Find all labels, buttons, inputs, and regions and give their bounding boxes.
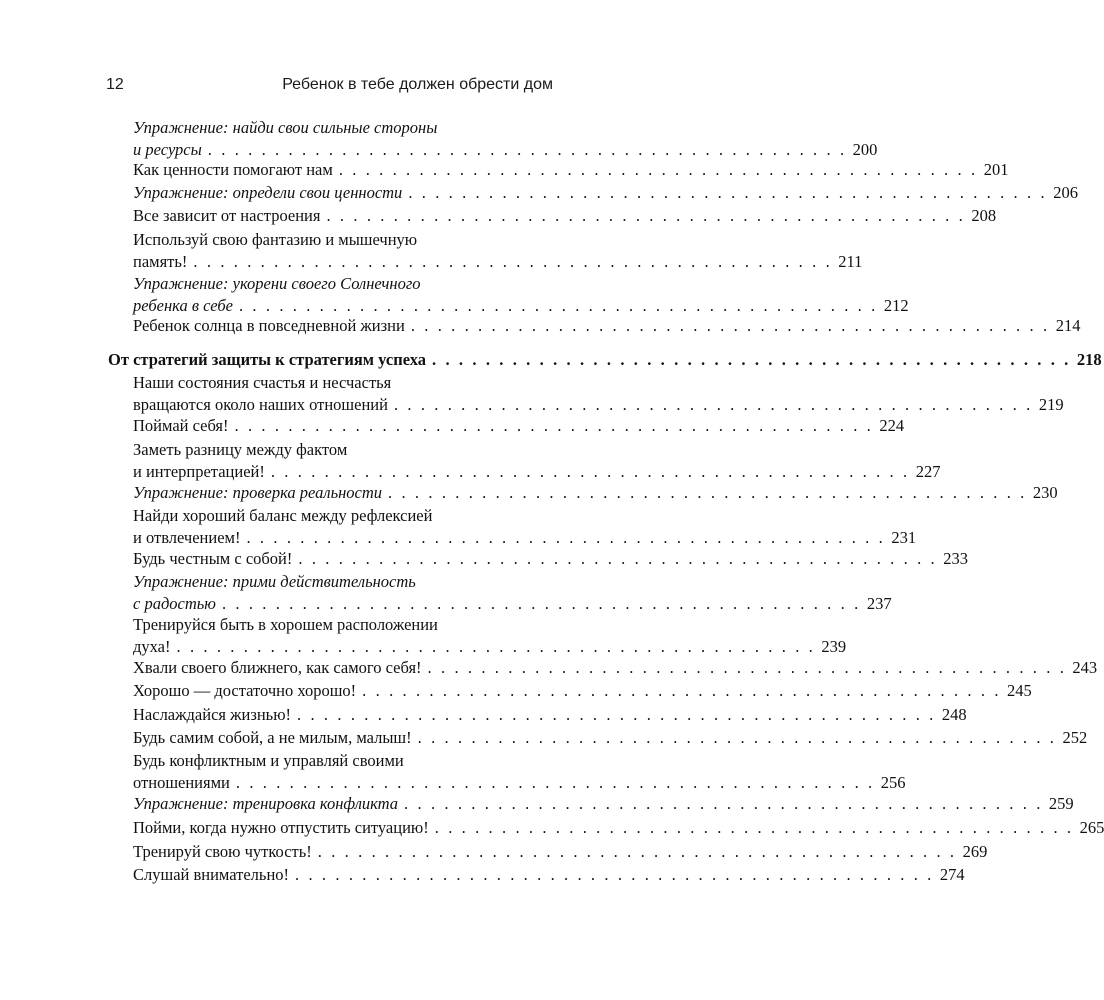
- toc-entry-title: духа!: [133, 637, 171, 656]
- toc-entry: [133, 841, 988, 863]
- toc-entry: [133, 817, 1104, 839]
- toc-entry: [133, 372, 1064, 416]
- toc-entry: [133, 614, 847, 658]
- dot-leader: . . . . . . . . . . . . . . . . . . . . . . . . . . . . . . . . . . . . . . . . . . . . . . . .: [298, 549, 938, 568]
- toc-page-number: 259: [1048, 794, 1074, 813]
- dot-leader: . . . . . . . . . . . . . . . . . . . . . . . . . . . . . . . . . . . . . . . . . . . . . . . .: [393, 395, 1033, 414]
- dot-leader: . . . . . . . . . . . . . . . . . . . . . . . . . . . . . . . . . . . . . . . . . . . . . . . .: [221, 594, 861, 613]
- toc-entry-title: Будь честным с собой!: [133, 549, 293, 568]
- toc-page-number: 201: [983, 160, 1009, 179]
- toc-entry-title: Наслаждайся жизнью!: [133, 705, 292, 724]
- toc-entry-title: Упражнение: тренировка конфликта: [133, 794, 399, 813]
- toc-page-number: 233: [943, 549, 968, 568]
- toc-entry: [133, 182, 1078, 204]
- toc-entry-title-line1: Упражнение: укорени своего Солнечного: [133, 274, 421, 293]
- toc-entry: [133, 482, 1058, 504]
- dot-leader: . . . . . . . . . . . . . . . . . . . . . . . . . . . . . . . . . . . . . . . . . . . . . . . .: [234, 416, 874, 435]
- page-header: [0, 76, 619, 100]
- toc-page-number: 200: [852, 140, 878, 159]
- toc-entry: [133, 680, 1032, 702]
- toc-entry-title: память!: [133, 252, 188, 271]
- page-number: 12: [106, 76, 124, 93]
- toc-entry: [133, 657, 1098, 679]
- toc-page-number: 211: [838, 252, 863, 271]
- toc-entry: [133, 273, 909, 317]
- toc-entry: [133, 793, 1074, 815]
- toc-entry: [133, 571, 892, 615]
- toc-page-number: 227: [915, 462, 941, 481]
- toc-entry-title: Пойми, когда нужно отпустить ситуацию!: [133, 818, 429, 837]
- dot-leader: . . . . . . . . . . . . . . . . . . . . . . . . . . . . . . . . . . . . . . . . . . . . . . . .: [417, 728, 1057, 747]
- toc-page-number: 214: [1055, 316, 1081, 335]
- toc-entry: [133, 704, 967, 726]
- toc-entry: [133, 205, 997, 227]
- toc-chapter-entry: [108, 349, 1102, 371]
- toc-page-number: 212: [883, 296, 909, 315]
- dot-leader: . . . . . . . . . . . . . . . . . . . . . . . . . . . . . . . . . . . . . . . . . . . . . . . .: [410, 316, 1050, 335]
- dot-leader: . . . . . . . . . . . . . . . . . . . . . . . . . . . . . . . . . . . . . . . . . . . . . . . .: [207, 140, 847, 159]
- dot-leader: . . . . . . . . . . . . . . . . . . . . . . . . . . . . . . . . . . . . . . . . . . . . . . . .: [235, 773, 875, 792]
- toc-entry-title-line1: Заметь разницу между фактом: [133, 440, 348, 459]
- dot-leader: . . . . . . . . . . . . . . . . . . . . . . . . . . . . . . . . . . . . . . . . . . . . . . . .: [270, 462, 910, 481]
- toc-entry-title: и отвлечением!: [133, 528, 241, 547]
- toc-entry-title: Все зависит от настроения: [133, 206, 321, 225]
- toc-page-number: 252: [1062, 728, 1088, 747]
- toc-entry-title-line1: Упражнение: найди свои сильные стороны: [133, 118, 438, 137]
- toc-chapter-title: От стратегий защиты к стратегиям успеха: [108, 350, 427, 369]
- dot-leader: . . . . . . . . . . . . . . . . . . . . . . . . . . . . . . . . . . . . . . . . . . . . . . . .: [388, 483, 1027, 502]
- toc-entry: [133, 750, 906, 794]
- toc-entry-title: Тренируй свою чуткость!: [133, 842, 312, 861]
- toc-entry-title-line1: Используй свою фантазию и мышечную: [133, 230, 418, 249]
- dot-leader: . . . . . . . . . . . . . . . . . . . . . . . . . . . . . . . . . . . . . . . . . . . . . . . .: [193, 252, 833, 271]
- toc-entry-title: с радостью: [133, 594, 216, 613]
- dot-leader: . . . . . . . . . . . . . . . . . . . . . . . . . . . . . . . . . . . . . . . . . . . . . . . .: [317, 842, 957, 861]
- toc-entry: [133, 229, 863, 273]
- toc-entry-title: Хвали своего ближнего, как самого себя!: [133, 658, 422, 677]
- toc-entry-title: Упражнение: определи свои ценности: [133, 183, 403, 202]
- toc-entry-title: и интерпретацией!: [133, 462, 265, 481]
- toc-entry: [133, 439, 941, 483]
- toc-page-number: 230: [1032, 483, 1058, 502]
- toc-page-number: 219: [1038, 395, 1064, 414]
- toc-entry-title: вращаются около наших отношений: [133, 395, 388, 414]
- toc-page-number: 274: [939, 865, 965, 884]
- toc-page-number: 231: [891, 528, 917, 547]
- toc-entry-title: Поймай себя!: [133, 416, 229, 435]
- toc-page-number: 245: [1007, 681, 1032, 700]
- toc-page-number: 243: [1072, 658, 1098, 677]
- toc-page-number: 269: [962, 842, 988, 861]
- toc-entry: [133, 505, 917, 549]
- toc-page-number: 256: [880, 773, 906, 792]
- dot-leader: . . . . . . . . . . . . . . . . . . . . . . . . . . . . . . . . . . . . . . . . . . . . . . . .: [338, 160, 978, 179]
- toc-entry-title: Будь самим собой, а не милым, малыш!: [133, 728, 412, 747]
- toc-entry: [133, 117, 878, 161]
- dot-leader: . . . . . . . . . . . . . . . . . . . . . . . . . . . . . . . . . . . . . . . . . . . . . . . .: [238, 296, 878, 315]
- toc-entry-title: Как ценности помогают нам: [133, 160, 333, 179]
- toc-entry: [133, 159, 1009, 181]
- dot-leader: . . . . . . . . . . . . . . . . . . . . . . . . . . . . . . . . . . . . . . . . . . . . . . . .: [427, 658, 1067, 677]
- toc-page-number: 248: [941, 705, 967, 724]
- toc-page-number: 265: [1079, 818, 1104, 837]
- toc-page-number: 239: [821, 637, 847, 656]
- toc-entry-title: отношениями: [133, 773, 230, 792]
- toc-entry: [133, 315, 1081, 337]
- toc-entry-title: и ресурсы: [133, 140, 202, 159]
- toc-entry-title: ребенка в себе: [133, 296, 233, 315]
- toc-entry: [133, 864, 965, 886]
- toc-page-number: 218: [1076, 350, 1102, 369]
- dot-leader: . . . . . . . . . . . . . . . . . . . . . . . . . . . . . . . . . . . . . . . . . . . . . . . .: [295, 865, 934, 884]
- toc-entry-title: Слушай внимательно!: [133, 865, 290, 884]
- dot-leader: . . . . . . . . . . . . . . . . . . . . . . . . . . . . . . . . . . . . . . . . . . . . . . . .: [362, 681, 1002, 700]
- dot-leader: . . . . . . . . . . . . . . . . . . . . . . . . . . . . . . . . . . . . . . . . . . . . . . . .: [432, 350, 1071, 369]
- dot-leader: . . . . . . . . . . . . . . . . . . . . . . . . . . . . . . . . . . . . . . . . . . . . . . . .: [404, 794, 1043, 813]
- toc-entry-title-line1: Наши состояния счастья и несчастья: [133, 373, 392, 392]
- toc-entry: [133, 727, 1088, 749]
- toc-entry-title: Упражнение: проверка реальности: [133, 483, 383, 502]
- toc-entry-title-line1: Упражнение: прими действительность: [133, 572, 416, 591]
- dot-leader: . . . . . . . . . . . . . . . . . . . . . . . . . . . . . . . . . . . . . . . . . . . . . . . .: [176, 637, 816, 656]
- toc-entry: [133, 415, 905, 437]
- dot-leader: . . . . . . . . . . . . . . . . . . . . . . . . . . . . . . . . . . . . . . . . . . . . . . . .: [246, 528, 886, 547]
- toc-page-number: 206: [1053, 183, 1078, 202]
- dot-leader: . . . . . . . . . . . . . . . . . . . . . . . . . . . . . . . . . . . . . . . . . . . . . . . .: [434, 818, 1074, 837]
- toc-page-number: 237: [866, 594, 892, 613]
- toc-entry-title-line1: Тренируйся быть в хорошем расположении: [133, 615, 438, 634]
- toc-entry: [133, 548, 968, 570]
- toc-entry-title: Ребенок солнца в повседневной жизни: [133, 316, 405, 335]
- toc-page-number: 224: [879, 416, 905, 435]
- toc-page-number: 208: [971, 206, 997, 225]
- toc-entry-title: Хорошо — достаточно хорошо!: [133, 681, 357, 700]
- toc-entry-title-line1: Будь конфликтным и управляй своими: [133, 751, 404, 770]
- dot-leader: . . . . . . . . . . . . . . . . . . . . . . . . . . . . . . . . . . . . . . . . . . . . . . . .: [408, 183, 1048, 202]
- running-title: Ребенок в тебе должен обрести дом: [282, 76, 553, 93]
- dot-leader: . . . . . . . . . . . . . . . . . . . . . . . . . . . . . . . . . . . . . . . . . . . . . . . .: [326, 206, 966, 225]
- dot-leader: . . . . . . . . . . . . . . . . . . . . . . . . . . . . . . . . . . . . . . . . . . . . . . . .: [297, 705, 936, 724]
- toc-entry-title-line1: Найди хороший баланс между рефлексией: [133, 506, 433, 525]
